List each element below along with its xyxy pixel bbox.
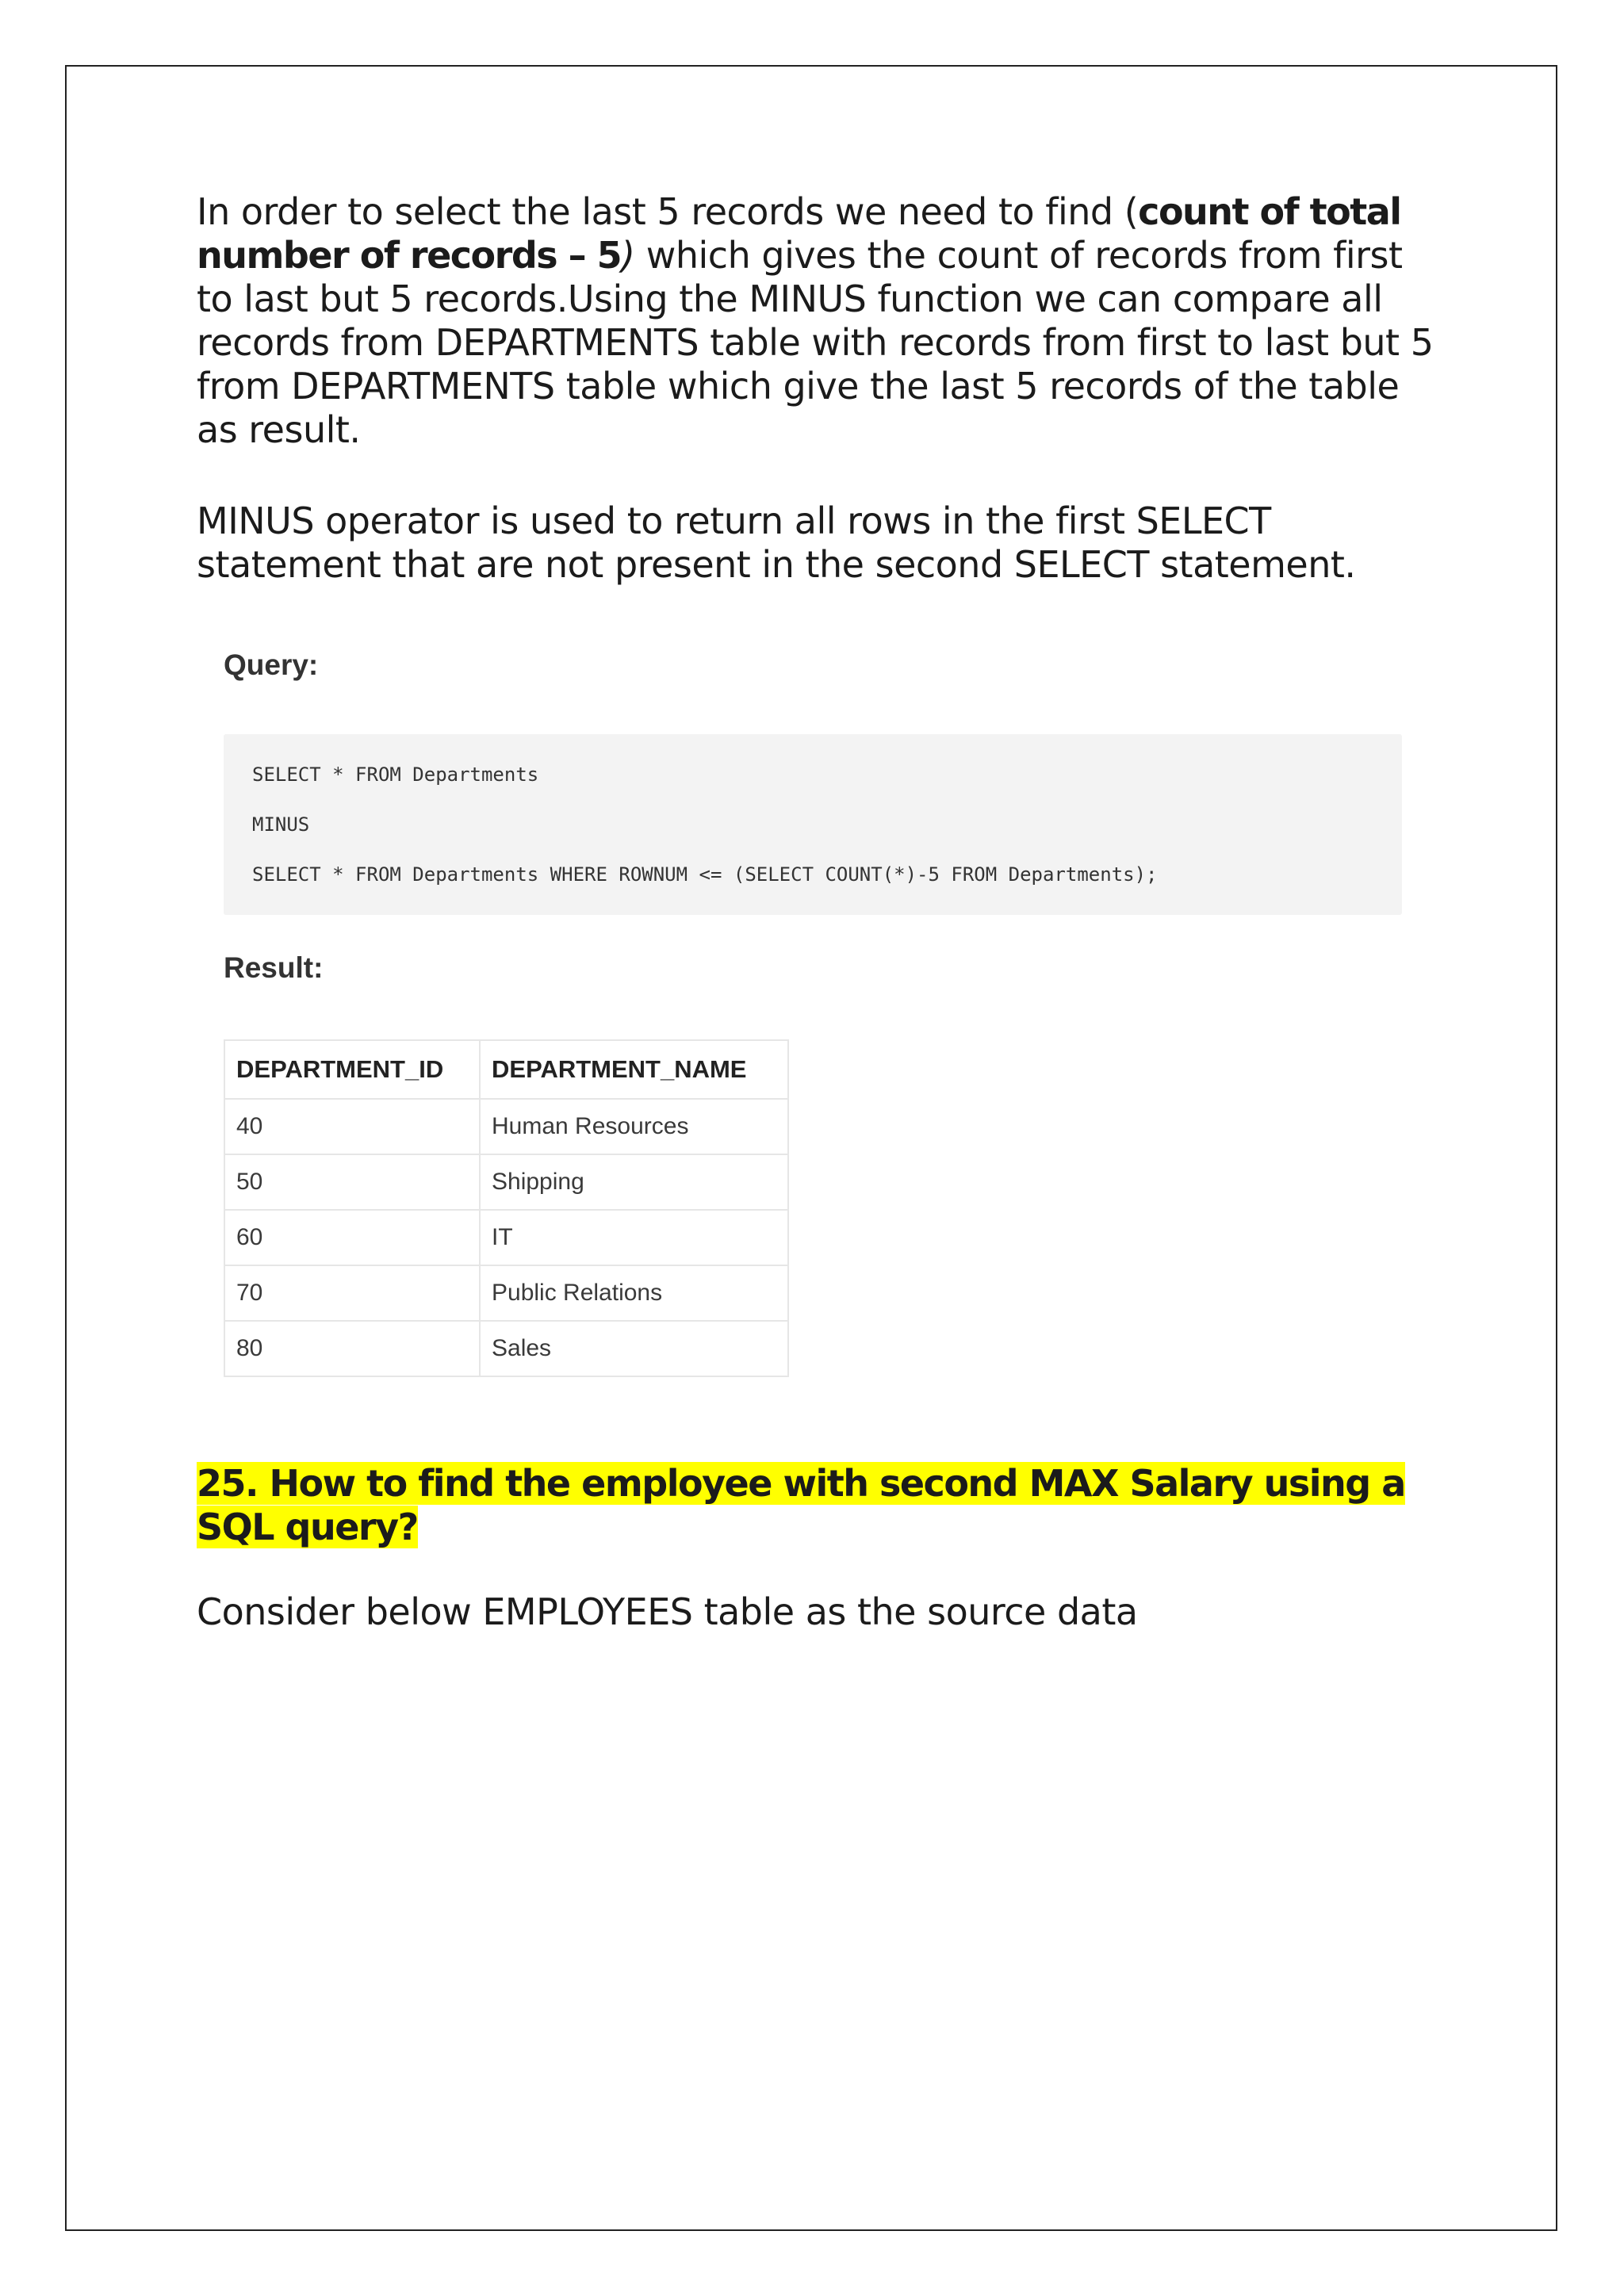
result-table <box>224 1039 789 1377</box>
code-line: SELECT * FROM Departments WHERE ROWNUM <= (SELECT COUNT(*)-5 FROM Departments); <box>252 863 1158 886</box>
highlighted-heading-text: 25. How to find the employee with second MAX Salary using a SQL query? <box>197 1462 1405 1548</box>
department-name-cell: IT <box>480 1210 788 1265</box>
table-row <box>224 1321 788 1376</box>
table-header-row <box>224 1040 788 1099</box>
department-id-cell: 70 <box>224 1265 480 1321</box>
source-note: Consider below EMPLOYEES table as the source data <box>197 1590 1138 1633</box>
department-name-cell: Public Relations <box>480 1265 788 1321</box>
department-name-cell: Shipping <box>480 1154 788 1210</box>
code-block <box>224 734 1402 915</box>
department-id-cell: 40 <box>224 1099 480 1154</box>
column-header: DEPARTMENT_ID <box>224 1040 480 1099</box>
intro-bold-phrase: count of total number of records – 5 <box>197 190 1401 277</box>
intro-paragraph <box>197 190 1434 452</box>
code-line: MINUS <box>252 813 310 836</box>
table-row <box>224 1265 788 1321</box>
department-id-cell: 60 <box>224 1210 480 1265</box>
query-label: Query: <box>224 649 319 681</box>
table-row <box>224 1210 788 1265</box>
column-header: DEPARTMENT_NAME <box>480 1040 788 1099</box>
department-name-cell: Sales <box>480 1321 788 1376</box>
intro-close-paren: ) <box>621 234 635 277</box>
result-label: Result: <box>224 951 324 984</box>
minus-explanation: MINUS operator is used to return all rows in the first SELECT statement that are not present in the second SELECT statement. <box>197 499 1356 586</box>
table-row <box>224 1099 788 1154</box>
intro-text-end: which gives the count of records from first to last but 5 records.Using the MINUS function we can compare all records from DEPARTMENTS table with records from first to last but 5 from DEPARTMENTS table which give the last 5 records of the table as result. <box>197 234 1434 451</box>
department-id-cell: 80 <box>224 1321 480 1376</box>
department-id-cell: 50 <box>224 1154 480 1210</box>
code-line: SELECT * FROM Departments <box>252 763 539 786</box>
intro-text-start: In order to select the last 5 records we need to find ( <box>197 190 1139 233</box>
table-row <box>224 1154 788 1210</box>
question-25-heading <box>197 1462 1434 1549</box>
department-name-cell: Human Resources <box>480 1099 788 1154</box>
